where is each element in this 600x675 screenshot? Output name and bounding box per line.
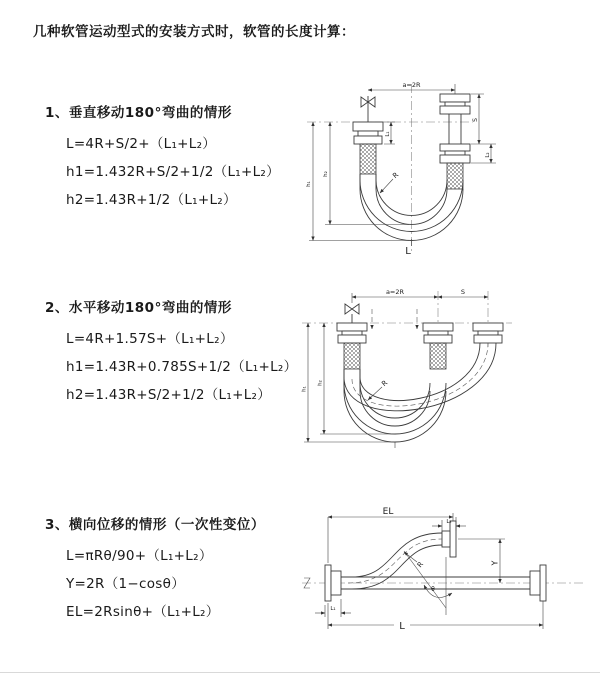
dim-label-l2: L₂	[485, 152, 491, 158]
diagram-lateral-displacement	[300, 505, 590, 654]
section-1	[45, 101, 280, 214]
dim-label-l1: L₁	[385, 131, 391, 137]
formula-line: h2=1.43R+S/2+1/2（L₁+L₂）	[66, 387, 272, 403]
middle-fitting	[423, 323, 453, 343]
diagram-vertical-180-bend	[303, 76, 558, 262]
dim-label-y: Y	[490, 560, 500, 566]
dim-label-h2: h₂	[317, 380, 324, 386]
dim-label-h1: h₁	[301, 386, 308, 392]
formula-line: Y=2R（1−cosθ）	[66, 576, 186, 592]
dim-label-l: L	[399, 621, 405, 632]
radius-leader	[380, 179, 393, 193]
diagram-horizontal-180-bend	[300, 287, 585, 466]
right-fitting	[473, 323, 503, 343]
left-flange	[325, 565, 341, 601]
formula-line: h2=1.43R+1/2（L₁+L₂）	[66, 192, 237, 208]
section-1-formulas	[66, 130, 280, 214]
right-fitting	[440, 94, 470, 163]
dim-label-span: a=2R	[385, 288, 405, 296]
angle-arc	[424, 585, 452, 598]
dim-label-h2: h₂	[323, 171, 329, 177]
formula-line: L=4R+S/2+（L₁+L₂）	[66, 136, 217, 152]
section-1-heading: 1、垂直移动180°弯曲的情形	[45, 105, 232, 121]
formula-line: L=πRθ/90+（L₁+L₂）	[66, 548, 213, 564]
hose-curves	[344, 369, 446, 442]
section-2-heading: 2、水平移动180°弯曲的情形	[45, 300, 232, 316]
dim-label-theta: θ	[431, 586, 435, 593]
braided-hose-section	[447, 163, 463, 189]
page-bottom-rule	[0, 672, 600, 673]
formula-line: h1=1.432R+S/2+1/2（L₁+L₂）	[66, 164, 280, 180]
left-fitting	[353, 122, 383, 144]
valve-icon	[345, 304, 359, 323]
hose-curves-shifted	[344, 343, 496, 411]
dim-label-r: R	[380, 378, 390, 389]
valve-icon	[361, 96, 375, 122]
dim-label-r: R	[391, 170, 401, 181]
radius-line	[404, 551, 446, 608]
section-2	[45, 296, 297, 409]
left-fitting	[337, 323, 367, 343]
top-right-flange	[442, 521, 456, 557]
section-2-formulas	[66, 325, 297, 409]
formula-line: L=4R+1.57S+（L₁+L₂）	[66, 331, 234, 347]
dim-label-l: L	[405, 246, 411, 257]
hose-s-curve	[348, 533, 442, 589]
dim-label-l1: L₁	[330, 606, 336, 612]
braided-hose-section	[360, 144, 376, 174]
section-3	[45, 513, 265, 626]
section-3-formulas	[66, 542, 265, 626]
dim-label-s: S	[460, 288, 466, 296]
section-3-heading: 3、横向位移的情形（一次性变位）	[45, 517, 265, 533]
formula-line: EL=2Rsinθ+（L₁+L₂）	[66, 604, 220, 620]
dim-label-el: EL	[382, 507, 394, 517]
dim-label-r: R	[415, 560, 426, 570]
dim-label-l2: L₂	[446, 519, 452, 525]
braided-hose-section	[344, 343, 360, 369]
formula-line: h1=1.43R+0.785S+1/2（L₁+L₂）	[66, 359, 298, 375]
braided-hose-section	[430, 343, 446, 369]
dim-label-s: S	[472, 118, 479, 122]
page-title: 几种软管运动型式的安装方式时，软管的长度计算：	[33, 24, 355, 40]
right-flange	[530, 565, 546, 601]
dim-label-h1: h₁	[306, 181, 312, 187]
dim-label-span: a=2R	[402, 81, 421, 89]
